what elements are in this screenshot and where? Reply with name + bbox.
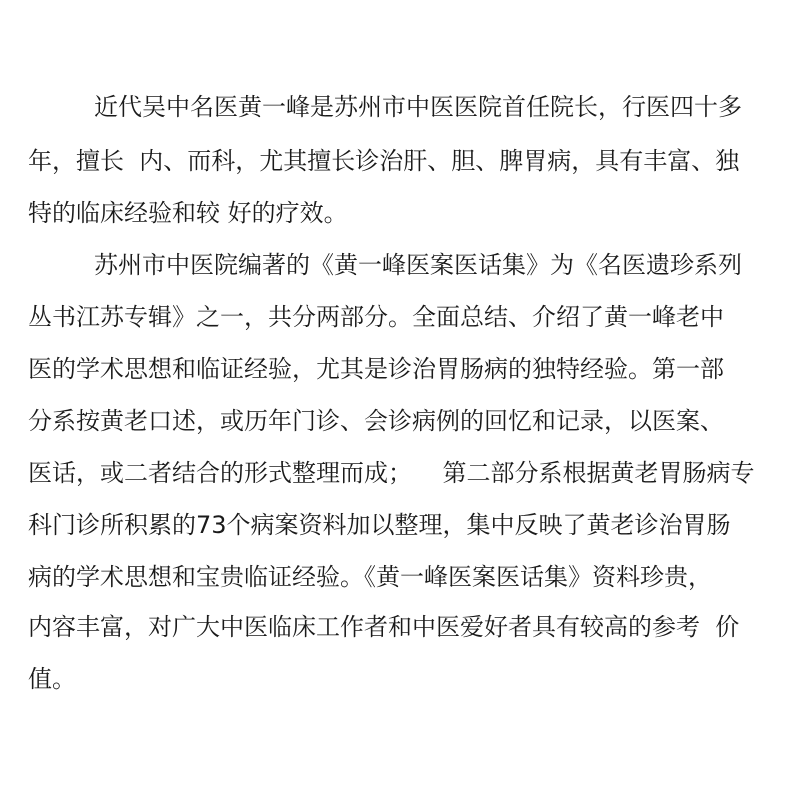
paragraph-2-line-9: 值。 <box>28 665 76 693</box>
paragraph-2-line-8: 内容丰富，对广大中医临床工作者和中医爱好者具有较高的参考 价 <box>28 613 740 641</box>
paragraph-2-line-3: 医的学术思想和临证经验，尤其是诊治胃肠病的独特经验。第一部 <box>28 355 724 383</box>
paragraph-2-line-7: 病的学术思想和宝贵临证经验。《黄一峰医案医话集》资料珍贵， <box>28 563 712 591</box>
paragraph-2-line-5: 医话，或二者结合的形式整理而成； 第二部分系根据黄老胃肠病专 <box>28 459 755 487</box>
paragraph-1-line-3: 特的临床经验和较 好的疗效。 <box>28 199 348 227</box>
paragraph-2-line-6: 科门诊所积累的73个病案资料加以整理，集中反映了黄老诊治胃肠 <box>28 511 731 539</box>
paragraph-2-line-1: 苏州市中医院编著的《黄一峰医案医话集》为《名医遗珍系列 <box>94 251 742 279</box>
paragraph-1-line-2: 年，擅长 内、而科，尤其擅长诊治肝、胆、脾胃病，具有丰富、独 <box>28 147 740 175</box>
paragraph-2-line-4: 分系按黄老口述，或历年门诊、会诊病例的回忆和记录，以医案、 <box>28 407 724 435</box>
paragraph-1-line-1: 近代吴中名医黄一峰是苏州市中医医院首任院长，行医四十多 <box>94 93 742 121</box>
paragraph-2-line-2: 丛书江苏专辑》之一，共分两部分。全面总结、介绍了黄一峰老中 <box>28 303 724 331</box>
